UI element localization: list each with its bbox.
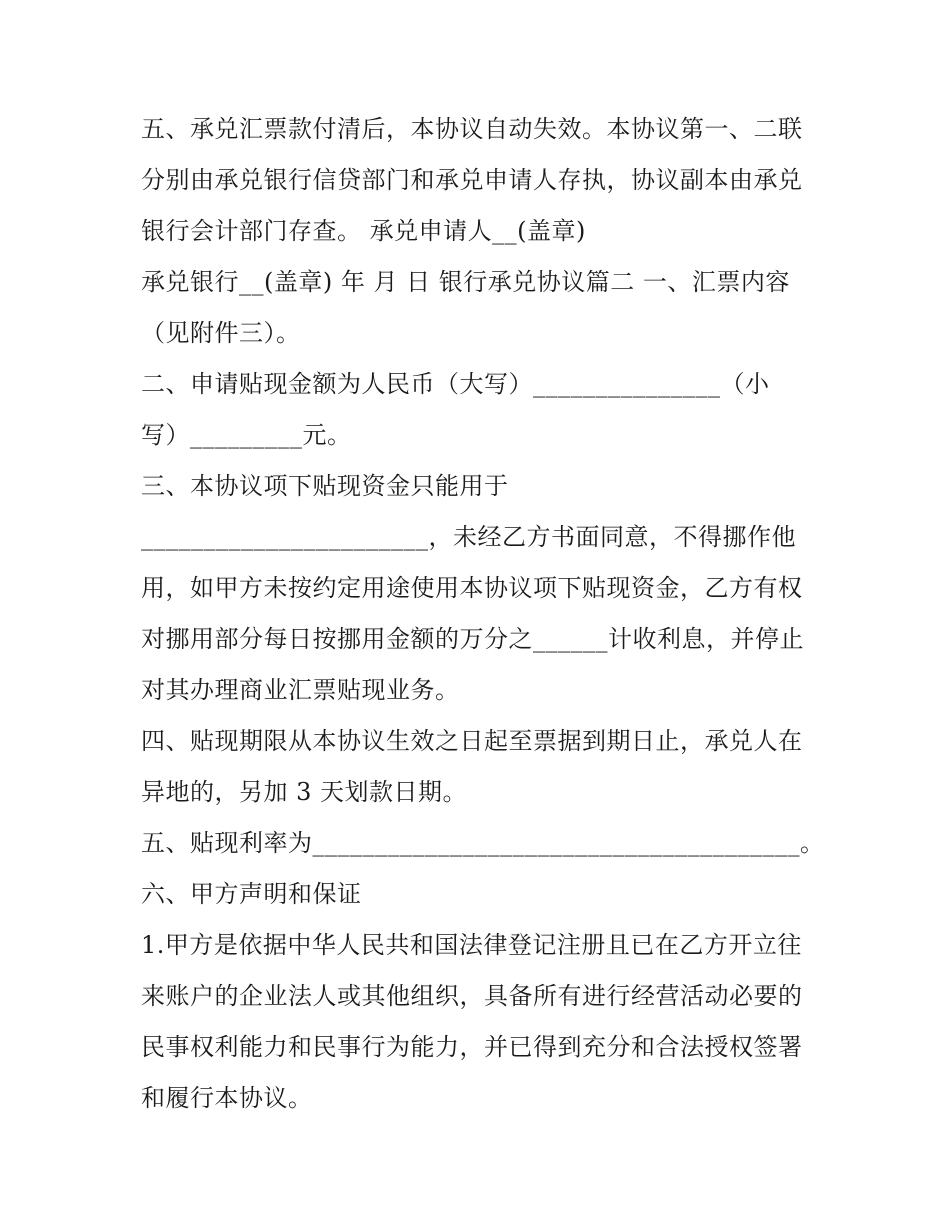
text-line: 和履行本协议。 — [141, 1084, 313, 1112]
text-line: （见附件三）。 — [141, 319, 301, 347]
text-line: 对挪用部分每日按挪用金额的万分之______计收利息，并停止 — [141, 625, 804, 653]
text-line: 民事权利能力和民事行为能力，并已得到充分和合法授权签署 — [141, 1033, 803, 1061]
text-line: 1.甲方是依据中华人民共和国法律登记注册且已在乙方开立往 — [141, 931, 802, 959]
text-line: 五、贴现利率为_______________________________________。 — [141, 829, 825, 857]
text-line: 三、本协议项下贴现资金只能用于 — [141, 472, 509, 500]
text-line: 二、申请贴现金额为人民币（大写）_______________（小 — [141, 370, 770, 398]
text-line: 分别由承兑银行信贷部门和承兑申请人存执，协议副本由承兑 — [141, 166, 803, 194]
text-line: 四、贴现期限从本协议生效之日起至票据到期日止，承兑人在 — [141, 727, 803, 755]
text-line: 用，如甲方未按约定用途使用本协议项下贴现资金，乙方有权 — [141, 574, 803, 602]
text-line: 银行会计部门存查。 承兑申请人__(盖章) — [141, 217, 586, 245]
text-line: _______________________，未经乙方书面同意，不得挪作他 — [141, 523, 796, 551]
text-line: 承兑银行__(盖章) 年 月 日 银行承兑协议篇二 一、汇票内容 — [141, 268, 790, 296]
section-heading: 六、甲方声明和保证 — [141, 880, 362, 908]
text-line: 五、承兑汇票款付清后，本协议自动失效。本协议第一、二联 — [141, 115, 803, 143]
text-line: 异地的，另加 3 天划款日期。 — [141, 778, 468, 806]
text-line: 对其办理商业汇票贴现业务。 — [141, 676, 460, 704]
text-line: 写）_________元。 — [141, 421, 352, 449]
text-line: 来账户的企业法人或其他组织，具备所有进行经营活动必要的 — [141, 982, 803, 1010]
